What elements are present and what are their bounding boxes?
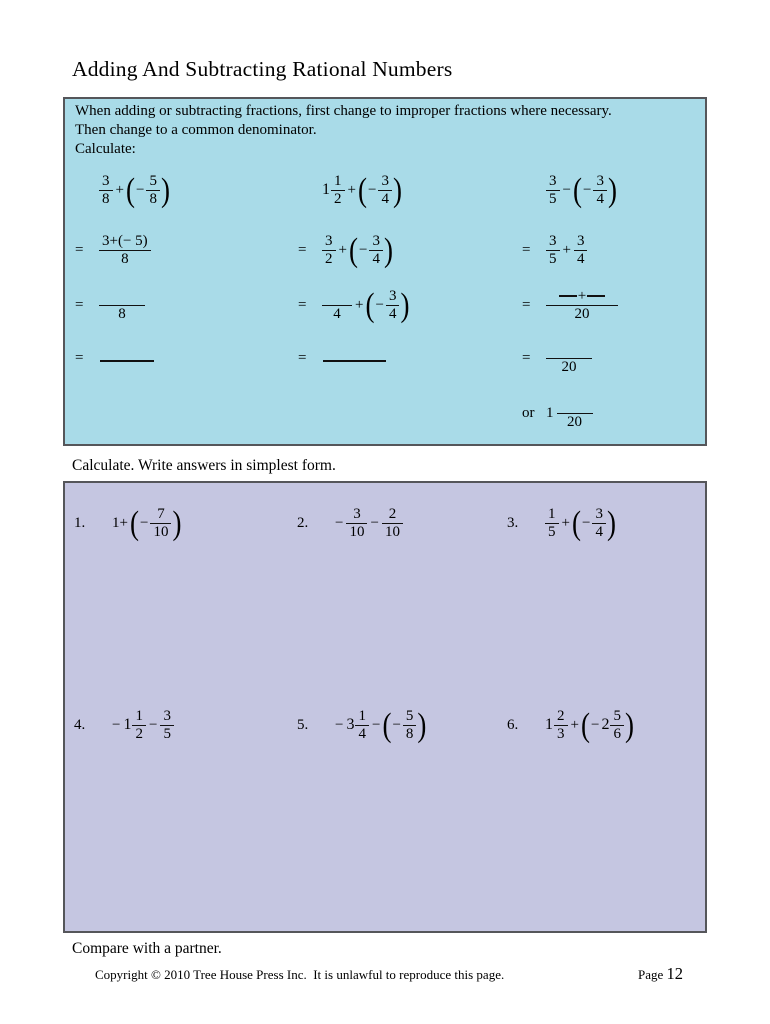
math-expression	[546, 233, 587, 268]
math-text: −	[590, 716, 600, 733]
whole-number: 3	[346, 716, 355, 733]
problem-item	[507, 705, 705, 744]
equals-label: =	[522, 349, 531, 366]
math-text	[322, 351, 387, 366]
fraction-denominator: 20	[561, 358, 577, 375]
answer-blank	[559, 295, 577, 296]
parenthesized-group	[572, 170, 617, 209]
fraction-denominator: 20	[567, 413, 582, 430]
math-text: 1+	[112, 514, 128, 531]
math-expression	[335, 705, 427, 744]
equals-label: =	[75, 241, 84, 258]
fraction	[382, 506, 403, 541]
mixed-number	[123, 708, 146, 743]
fraction	[132, 708, 146, 743]
parenthesized-group	[125, 170, 170, 209]
fraction	[99, 173, 113, 208]
right-paren-icon: )	[606, 503, 616, 542]
fraction	[386, 288, 400, 323]
compare-note: Compare with a partner.	[72, 940, 222, 957]
fraction	[574, 233, 588, 268]
fraction-denominator: 4	[372, 250, 380, 267]
parenthesized-group	[571, 503, 616, 542]
fraction-denominator: 2	[334, 190, 342, 207]
fraction-denominator: 5	[549, 250, 557, 267]
fraction	[322, 233, 336, 268]
fraction-denominator: 10	[384, 523, 400, 540]
fraction	[99, 233, 151, 268]
math-expression	[335, 506, 403, 541]
fraction-numerator: 2	[557, 707, 565, 724]
intro-line-2: Then change to a common denominator.	[75, 122, 317, 138]
fraction-denominator: 8	[102, 190, 110, 207]
math-expression	[112, 503, 182, 542]
right-paren-icon: )	[392, 170, 402, 209]
fraction-numerator: 3	[595, 505, 603, 522]
equals-label: or	[522, 404, 535, 421]
right-paren-icon: )	[400, 285, 410, 324]
fraction-denominator: 4	[381, 190, 389, 207]
math-text: −	[582, 181, 592, 198]
fraction-numerator	[334, 288, 340, 305]
fraction-denominator: 4	[595, 523, 603, 540]
intro-line-1: When adding or subtracting fractions, first change to improper fractions where necessary.	[75, 103, 612, 119]
right-paren-icon: )	[383, 230, 393, 269]
math-text: −	[335, 716, 344, 733]
copyright-text: Copyright © 2010 Tree House Press Inc. It is unlawful to reproduce this page.	[95, 967, 505, 982]
math-text: −	[562, 181, 571, 198]
fraction-numerator: 3	[353, 505, 361, 522]
problem-item	[297, 705, 507, 744]
problem-item	[74, 708, 297, 743]
math-text: −	[375, 296, 384, 313]
fraction	[593, 173, 607, 208]
right-paren-icon: )	[417, 705, 427, 744]
math-expression	[546, 341, 592, 376]
example-step	[518, 279, 697, 331]
math-expression	[99, 351, 155, 366]
fraction	[150, 506, 171, 541]
fraction	[378, 173, 392, 208]
equals-label: =	[522, 241, 531, 258]
example-step	[73, 159, 298, 221]
problem-number: 3.	[507, 514, 519, 531]
problem-item	[507, 503, 705, 542]
fraction	[557, 396, 593, 431]
answer-blank	[587, 295, 605, 296]
math-expression	[545, 705, 634, 744]
left-paren-icon: (	[571, 503, 581, 542]
fraction	[346, 506, 367, 541]
math-text: +	[355, 296, 364, 313]
problems-heading: Calculate. Write answers in simplest form.	[72, 457, 336, 474]
example-step	[298, 221, 518, 279]
fraction	[592, 506, 606, 541]
problem-item	[74, 503, 297, 542]
math-text: −	[139, 514, 149, 531]
math-text: −	[135, 181, 145, 198]
parenthesized-group	[129, 503, 182, 542]
example-step	[73, 279, 298, 331]
left-paren-icon: (	[382, 705, 392, 744]
fraction-numerator: 5	[613, 707, 621, 724]
fraction-denominator: 5	[163, 725, 171, 742]
example-step	[298, 279, 518, 331]
left-paren-icon: (	[129, 503, 139, 542]
math-text: +	[115, 181, 124, 198]
example-step	[298, 331, 518, 385]
fraction-denominator: 20	[574, 305, 590, 322]
fraction-denominator: 5	[549, 190, 557, 207]
fraction	[546, 288, 618, 323]
problem-number: 2.	[297, 514, 309, 531]
math-expression	[99, 288, 145, 323]
example-step	[518, 331, 697, 385]
problem-number: 1.	[74, 514, 86, 531]
fraction-numerator: 1	[334, 172, 342, 189]
fraction	[554, 708, 568, 743]
math-text: 1	[546, 404, 554, 421]
right-paren-icon: )	[607, 170, 617, 209]
fraction-denominator: 8	[118, 305, 126, 322]
fraction-denominator: 4	[358, 725, 366, 742]
fraction-numerator	[566, 341, 572, 358]
parenthesized-group	[580, 705, 634, 744]
math-text: +	[338, 241, 347, 258]
mixed-number	[346, 708, 369, 743]
problem-number: 5.	[297, 716, 309, 733]
worked-examples-box	[63, 97, 707, 446]
fraction-numerator: 3	[102, 172, 110, 189]
example-step	[518, 159, 697, 221]
fraction-numerator: 3+(− 5)	[102, 232, 148, 249]
fraction-denominator: 4	[388, 305, 397, 322]
page-title: Adding And Subtracting Rational Numbers	[72, 57, 453, 81]
fraction-denominator: 8	[405, 725, 414, 742]
fraction-denominator: 4	[596, 190, 604, 207]
math-text: −	[148, 716, 158, 733]
math-text: −	[367, 181, 377, 198]
math-text: −	[358, 241, 368, 258]
math-expression	[112, 708, 174, 743]
fraction-denominator: 6	[613, 725, 621, 742]
equals-label: =	[522, 296, 531, 313]
right-paren-icon: )	[160, 170, 170, 209]
fraction	[355, 708, 369, 743]
problem-item	[297, 506, 507, 541]
right-paren-icon: )	[172, 503, 182, 542]
left-paren-icon: (	[365, 285, 375, 324]
fraction-numerator: 3	[325, 232, 333, 249]
math-expression	[322, 230, 393, 269]
fraction	[546, 341, 592, 376]
equals-label: =	[75, 296, 84, 313]
math-expression	[546, 170, 617, 209]
math-text: +	[562, 241, 571, 258]
parenthesized-group	[357, 170, 402, 209]
fraction-numerator: 3	[576, 232, 585, 249]
equals-label: =	[298, 349, 307, 366]
mixed-number	[601, 708, 624, 743]
intro-line-3: Calculate:	[75, 141, 136, 157]
fraction-denominator: 2	[135, 725, 143, 742]
math-text	[99, 351, 155, 366]
math-expression	[546, 396, 593, 431]
fraction	[146, 173, 160, 208]
fraction-denominator: 8	[149, 190, 157, 207]
whole-number: 1	[322, 181, 330, 198]
math-text: +	[570, 716, 579, 733]
math-expression	[322, 170, 402, 209]
fraction-denominator: 10	[349, 523, 365, 540]
math-expression	[99, 170, 170, 209]
equals-label: =	[298, 241, 307, 258]
math-text: −	[392, 716, 401, 733]
fraction-numerator: 3	[372, 232, 380, 249]
fraction-denominator: 5	[548, 523, 556, 540]
fraction-numerator: 5	[405, 707, 414, 724]
fraction-numerator: 7	[157, 505, 165, 522]
fraction-denominator: 3	[557, 725, 565, 742]
answer-blank	[100, 360, 154, 361]
page-footer	[0, 964, 770, 984]
equals-label: =	[75, 349, 84, 366]
fraction-numerator: 5	[149, 172, 157, 189]
problems-row-1	[74, 491, 705, 555]
parenthesized-group	[382, 705, 427, 744]
math-expression	[322, 285, 410, 324]
example-step	[298, 159, 518, 221]
problem-number: 4.	[74, 716, 86, 733]
fraction-denominator: 2	[325, 250, 333, 267]
fraction	[610, 708, 624, 743]
page-number-value: 12	[666, 964, 683, 983]
mixed-number	[322, 173, 345, 208]
problem-number: 6.	[507, 716, 519, 733]
fraction	[331, 173, 345, 208]
fraction-numerator: 1	[548, 505, 556, 522]
fraction	[546, 233, 560, 268]
fraction-numerator: 1	[135, 707, 143, 724]
math-expression	[99, 233, 151, 268]
problems-box	[63, 481, 707, 933]
whole-number: 2	[601, 716, 610, 733]
example-step	[73, 221, 298, 279]
math-text: −	[112, 716, 121, 733]
math-expression	[545, 503, 616, 542]
fraction	[403, 708, 417, 743]
fraction-numerator: 3	[549, 232, 557, 249]
fraction	[322, 288, 352, 323]
page-number	[638, 964, 683, 984]
math-text: −	[371, 716, 381, 733]
fraction-numerator: 3	[163, 707, 171, 724]
page-number-label: Page	[637, 967, 664, 982]
whole-number: 1	[123, 716, 132, 733]
fraction-numerator: 3	[596, 172, 604, 189]
fraction-denominator: 4	[333, 305, 341, 322]
equals-label: =	[298, 296, 307, 313]
answer-blank	[323, 360, 386, 361]
fraction-denominator: 4	[576, 250, 585, 267]
fraction-numerator: 3	[549, 172, 557, 189]
math-text: −	[370, 514, 379, 531]
right-paren-icon: )	[624, 705, 634, 744]
fraction-numerator: 3	[388, 287, 397, 304]
fraction-denominator: 8	[121, 250, 129, 267]
fraction-numerator: 2	[388, 505, 397, 522]
fraction-numerator: 1	[358, 707, 366, 724]
mixed-number	[545, 708, 568, 743]
math-text: +	[561, 514, 570, 531]
fraction	[545, 506, 559, 541]
left-paren-icon: (	[580, 705, 590, 744]
fraction	[160, 708, 174, 743]
left-paren-icon: (	[357, 170, 367, 209]
example-step	[518, 385, 697, 441]
left-paren-icon: (	[125, 170, 135, 209]
fraction	[99, 288, 145, 323]
fraction	[546, 173, 560, 208]
parenthesized-group	[348, 230, 393, 269]
fraction	[369, 233, 383, 268]
math-text: −	[581, 514, 591, 531]
problems-row-2	[74, 693, 705, 757]
fraction-numerator: +	[555, 288, 609, 305]
worked-examples-grid	[73, 159, 697, 441]
left-paren-icon: (	[572, 170, 582, 209]
example-step	[73, 331, 298, 385]
math-expression	[546, 288, 618, 323]
parenthesized-group	[365, 285, 410, 324]
example-step	[518, 221, 697, 279]
math-text: +	[347, 181, 356, 198]
fraction-numerator	[119, 288, 125, 305]
left-paren-icon: (	[348, 230, 358, 269]
math-text: −	[335, 514, 344, 531]
whole-number: 1	[545, 716, 553, 733]
fraction-numerator	[572, 396, 578, 413]
fraction-numerator: 3	[381, 172, 389, 189]
fraction-denominator: 10	[153, 523, 169, 540]
math-expression	[322, 351, 387, 366]
